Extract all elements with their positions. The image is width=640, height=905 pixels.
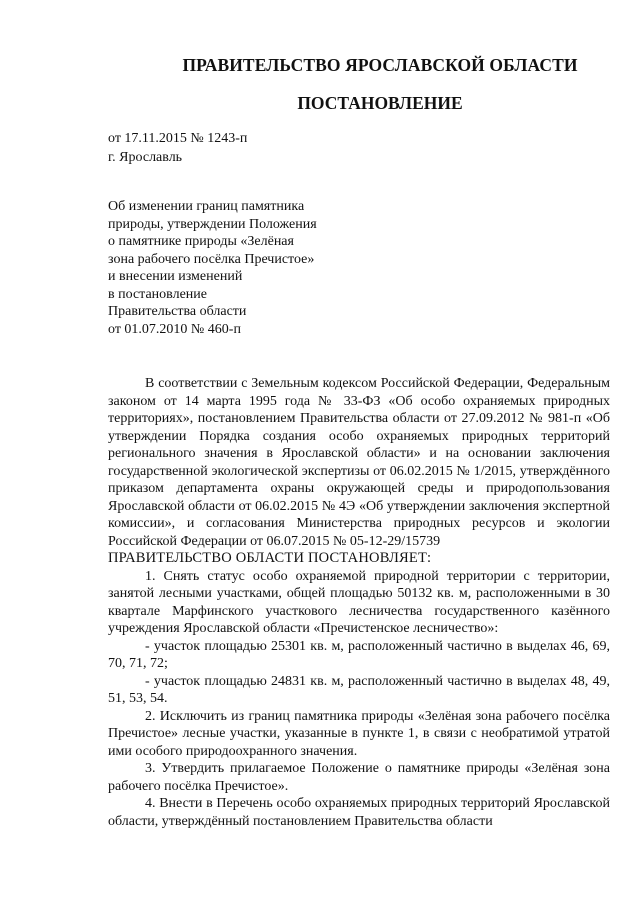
- document-meta: [108, 129, 247, 167]
- item-1-subitem-b: - участок площадью 24831 кв. м, расположенный частично в выделах 48, 49, 51, 53, 54.: [108, 673, 610, 706]
- document-body: [108, 375, 610, 830]
- document-type: ПОСТАНОВЛЕНИЕ: [297, 93, 463, 113]
- subject-line: о памятнике природы «Зелёная: [108, 234, 294, 249]
- place: г. Ярославль: [108, 150, 183, 165]
- subject-line: и внесении изменений: [108, 269, 243, 284]
- document-subject: [108, 198, 317, 338]
- subject-line: Правительства области: [108, 304, 247, 319]
- subject-line: в постановление: [108, 286, 207, 302]
- subject-line: природы, утверждении Положения: [108, 216, 317, 232]
- item-4: 4. Внести в Перечень особо охраняемых природных территорий Ярославской области, утверждённый постановлением Правительства области: [108, 796, 610, 829]
- preamble-paragraph: В соответствии с Земельным кодексом Российской Федерации, Федеральным законом от 14 марта 1995 года № 33-ФЗ «Об особо охраняемых природных территориях», постановлением Правительства области от 27.09.2012 № 981-п «Об утверждении Порядка создания особо охраняемых природных территорий регионального значения в Ярославской области» и на основании заключения государственной экологической экспертизы от 06.02.2015 № 1/2015, утверждённого приказом департамента охраны окружающей среды и природопользования Ярославской области от 06.02.2015 № 4Э «Об утверждении заключения экспертной комиссии», и согласования Министерства природных ресурсов и экологии Российской Федерации от 06.07.2015 № 05-12-29/15739: [108, 376, 610, 549]
- item-2: 2. Исключить из границ памятника природы «Зелёная зона рабочего посёлка Пречистое» лесные участки, указанные в пункте 1, в связи с необратимой утратой ими особого природоохранного значения.: [108, 708, 610, 759]
- item-1: 1. Снять статус особо охраняемой природной территории с территории, занятой лесными участками, общей площадью 50132 кв. м, расположенными в 30 квартале Марфинского участкового лесничества государственного казённого учреждения Ярославской области «Пречистенское лесничество»:: [108, 568, 610, 636]
- item-3: 3. Утвердить прилагаемое Положение о памятнике природы «Зелёная зона рабочего посёлка Пречистое».: [108, 761, 610, 794]
- issuing-authority: ПРАВИТЕЛЬСТВО ЯРОСЛАВСКОЙ ОБЛАСТИ: [182, 55, 578, 75]
- item-1-subitem-a: - участок площадью 25301 кв. м, расположенный частично в выделах 46, 69, 70, 71, 72;: [108, 638, 610, 671]
- subject-line: Об изменении границ памятника: [108, 199, 305, 214]
- resolution-heading: ПРАВИТЕЛЬСТВО ОБЛАСТИ ПОСТАНОВЛЯЕТ:: [108, 550, 432, 566]
- date-number: от 17.11.2015 № 1243-п: [108, 131, 248, 146]
- subject-line: от 01.07.2010 № 460-п: [108, 321, 241, 337]
- subject-line: зона рабочего посёлка Пречистое»: [108, 251, 315, 267]
